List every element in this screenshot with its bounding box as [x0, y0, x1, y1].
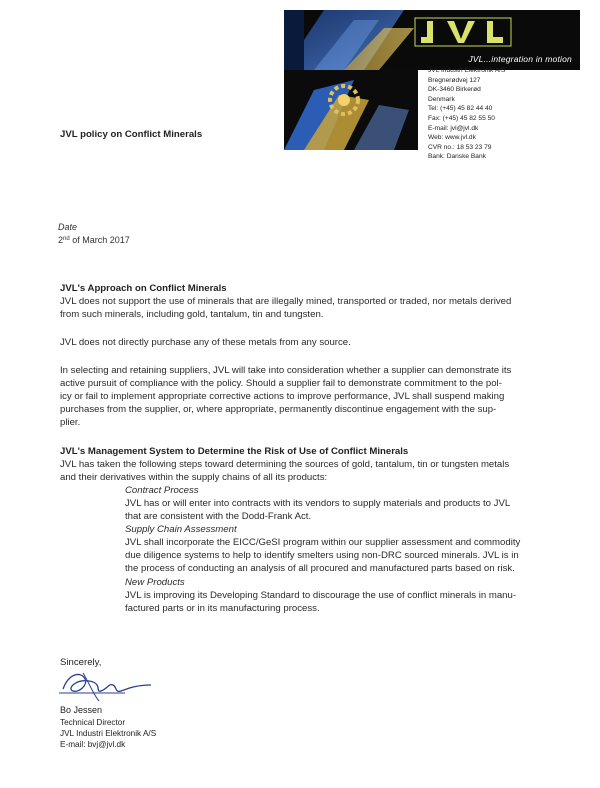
header-banner [284, 10, 580, 70]
company-cvr: CVR no.: 18 53 23 79 [428, 143, 492, 151]
date-suffix: nd [63, 236, 70, 242]
text-line: purchases from the supplier, or, where appropriate, permanently discontinue engagement with the sup- [60, 404, 497, 415]
company-country: Denmark [428, 95, 455, 103]
text-line: plier. [60, 417, 81, 428]
signer-name: Bo Jessen [60, 705, 103, 715]
tagline: JVL...integration in motion [468, 54, 572, 64]
date-rest: of March 2017 [69, 235, 130, 245]
text-line: In selecting and retaining suppliers, JVL will take into consideration whether a supplier can demonstrate its [60, 365, 512, 376]
text-line: icy or fail to implement appropriate corrective actions to improve performance, JVL shall suspend making [60, 391, 505, 402]
company-email: E-mail: jvl@jvl.dk [428, 124, 479, 132]
company-city: DK-3460 Birkerød [428, 86, 481, 94]
salutation: Sincerely, [60, 657, 102, 668]
date-value [58, 235, 130, 245]
contract-process-text [125, 497, 510, 523]
text-line: JVL does not directly purchase any of these metals from any source. [60, 337, 351, 348]
section2-intro [60, 458, 509, 484]
company-web: Web: www.jvl.dk [428, 134, 476, 142]
text-line: factured parts or in its manufacturing process. [125, 603, 320, 614]
text-line: and their derivatives within the supply chains of all its products: [60, 472, 328, 483]
supply-chain-title: Supply Chain Assessment [125, 524, 237, 535]
handwritten-signature [55, 667, 155, 703]
section2-heading: JVL's Management System to Determine the Risk of Use of Conflict Minerals [60, 446, 409, 457]
text-line: due diligence systems to help to identify smelters using non-DRC sourced minerals. JVL is in [125, 550, 519, 561]
contract-process-title: Contract Process [125, 485, 199, 496]
policy-title: JVL policy on Conflict Minerals [60, 129, 203, 140]
text-line: JVL is improving its Developing Standard to discourage the use of conflict minerals in manu- [125, 590, 517, 601]
signer-title: Technical Director [60, 718, 126, 727]
section1-paragraph-3 [60, 364, 511, 429]
signer-email: E-mail: bvj@jvl.dk [60, 740, 126, 749]
new-products-text [125, 589, 516, 615]
section1-paragraph-1 [60, 295, 511, 321]
company-address [428, 66, 505, 162]
text-line: JVL has taken the following steps toward determining the sources of gold, tantalum, tin or tungsten metals [60, 459, 510, 470]
text-line: active pursuit of compliance with the policy. Should a supplier fail to demonstrate commitment to the pol- [60, 378, 502, 389]
date-label: Date [58, 222, 78, 232]
date-day: 2 [58, 235, 64, 245]
gear-photo [284, 70, 418, 150]
text-line: the process of conducting an analysis of all procured and manufactured parts based on risk. [125, 563, 515, 574]
company-bank: Bank: Danske Bank [428, 153, 486, 161]
company-fax: Fax: (+45) 45 82 55 50 [428, 114, 495, 122]
text-line: that are consistent with the Dodd-Frank Act. [125, 511, 312, 522]
section1-heading: JVL's Approach on Conflict Minerals [60, 283, 227, 294]
text-line: JVL does not support the use of minerals that are illegally mined, transported or traded, nor metals derived [60, 296, 512, 307]
text-line: JVL shall incorporate the EICC/GeSI program within our supplier assessment and commodity [125, 537, 521, 548]
signer-company: JVL Industri Elektronik A/S [60, 729, 157, 738]
text-line: from such minerals, including gold, tantalum, tin and tungsten. [60, 309, 324, 320]
company-name: JVL Industri Elektronik A/S [428, 67, 506, 74]
text-line: JVL has or will enter into contracts with its vendors to supply materials and products to JVL [125, 498, 511, 509]
company-tel: Tel: (+45) 45 82 44 40 [428, 105, 493, 113]
new-products-title: New Products [125, 577, 185, 588]
jvl-logo [409, 12, 519, 52]
section1-paragraph-2 [60, 336, 351, 349]
company-street: Bregnerødvej 127 [428, 76, 481, 84]
supply-chain-text [125, 536, 520, 575]
